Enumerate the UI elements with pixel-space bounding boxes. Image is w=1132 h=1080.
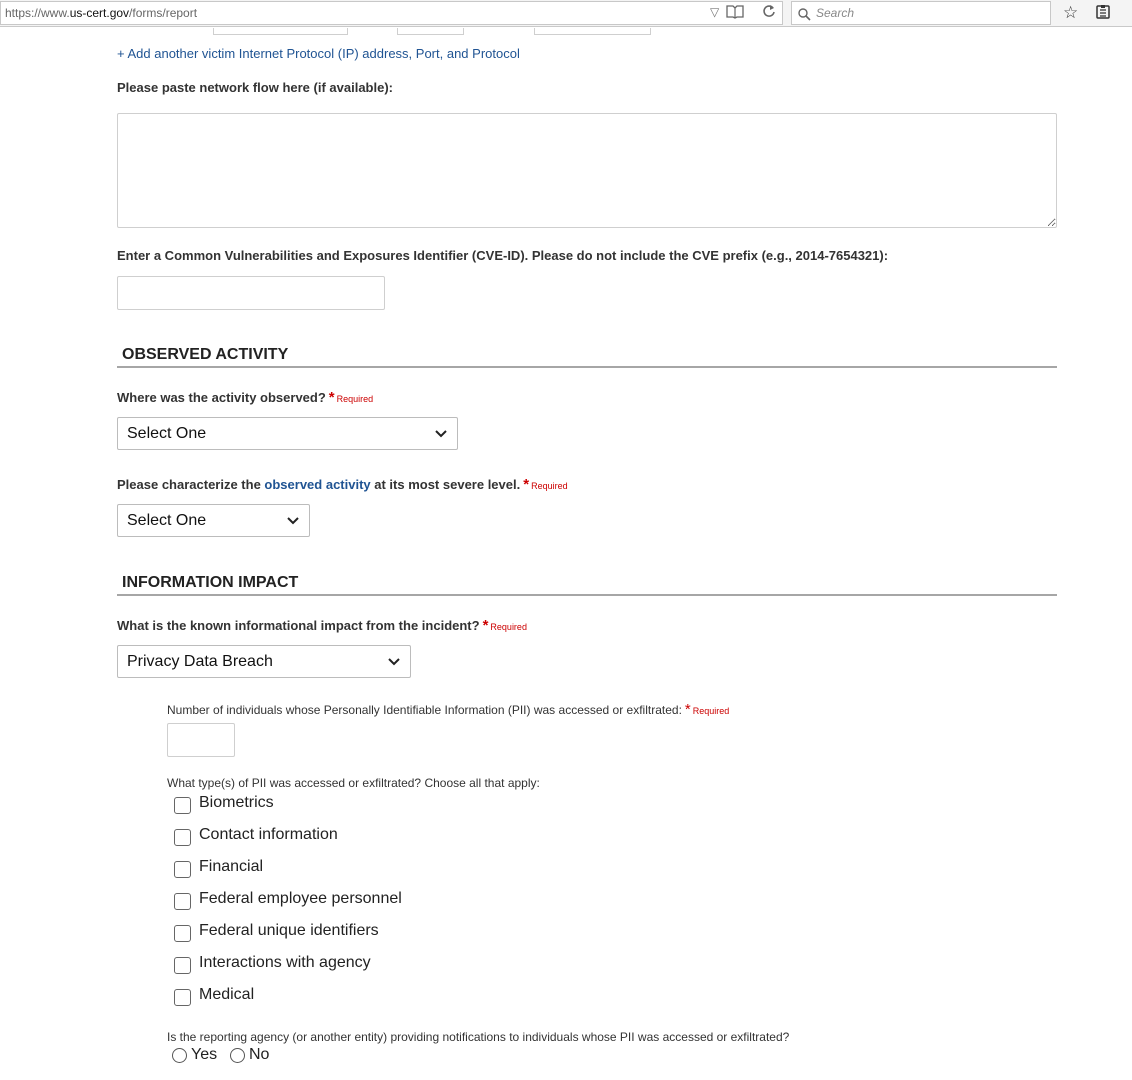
dropdown-arrow-icon[interactable]: ▽ bbox=[710, 5, 720, 19]
characterize-text-before: Please characterize the bbox=[117, 477, 265, 492]
where-observed-text: Where was the activity observed? bbox=[117, 390, 326, 405]
required-text: Required bbox=[490, 622, 527, 632]
pii-type-label: Interactions with agency bbox=[199, 954, 371, 971]
address-bar[interactable] bbox=[0, 1, 783, 25]
search-placeholder: Search bbox=[816, 6, 855, 20]
bookmark-star-icon[interactable]: ☆ bbox=[1063, 3, 1079, 22]
port-input[interactable] bbox=[397, 28, 464, 35]
network-flow-textarea[interactable] bbox=[117, 113, 1057, 228]
pii-type-label: Biometrics bbox=[199, 794, 274, 811]
required-star: * bbox=[523, 476, 530, 493]
cve-label: Enter a Common Vulnerabilities and Exposures Identifier (CVE-ID). Please do not include the CVE prefix (e.g., 2014-7654321): bbox=[117, 248, 889, 263]
observed-activity-section-header bbox=[117, 342, 1057, 368]
observed-activity-heading: OBSERVED ACTIVITY bbox=[122, 346, 289, 363]
add-ip-link[interactable]: + Add another victim Internet Protocol (IP) address, Port, and Protocol bbox=[117, 46, 520, 61]
where-observed-label bbox=[117, 389, 373, 406]
characterize-activity-select[interactable] bbox=[117, 504, 310, 537]
checkbox-box[interactable] bbox=[174, 861, 191, 878]
checkbox-box[interactable] bbox=[174, 957, 191, 974]
radio-circle[interactable] bbox=[172, 1048, 187, 1063]
protocol-select[interactable] bbox=[534, 28, 651, 35]
notify-yes-label: Yes bbox=[191, 1046, 218, 1063]
observed-activity-link[interactable]: observed activity bbox=[264, 477, 371, 492]
radio-circle[interactable] bbox=[230, 1048, 245, 1063]
known-impact-select[interactable] bbox=[117, 645, 411, 678]
characterize-activity-value: Select One bbox=[127, 512, 207, 529]
information-impact-section-header bbox=[117, 570, 1057, 596]
pii-type-label: Contact information bbox=[199, 826, 338, 843]
pii-count-label bbox=[167, 701, 729, 718]
pii-type-label: Federal unique identifiers bbox=[199, 922, 379, 939]
notify-label: Is the reporting agency (or another entity) providing notifications to individuals whose PII was accessed or exfiltrated? bbox=[167, 1030, 790, 1044]
characterize-label bbox=[117, 476, 568, 493]
url-prefix: https://www. bbox=[5, 6, 70, 20]
known-impact-label bbox=[117, 617, 527, 634]
network-flow-label: Please paste network flow here (if available): bbox=[117, 80, 393, 95]
pii-type-label: Federal employee personnel bbox=[199, 890, 402, 907]
checkbox-box[interactable] bbox=[174, 893, 191, 910]
required-text: Required bbox=[692, 706, 730, 716]
reader-view-icon[interactable] bbox=[726, 3, 744, 22]
notify-no-label: No bbox=[249, 1046, 270, 1063]
checkbox-box[interactable] bbox=[174, 989, 191, 1006]
required-text: Required bbox=[336, 394, 374, 404]
cve-id-input[interactable] bbox=[117, 276, 385, 310]
browser-toolbar bbox=[0, 0, 1132, 27]
known-impact-value: Privacy Data Breach bbox=[127, 653, 273, 670]
reload-icon[interactable] bbox=[762, 3, 776, 22]
known-impact-text: What is the known informational impact from the incident? bbox=[117, 618, 480, 633]
pii-count-input[interactable] bbox=[167, 723, 235, 757]
reading-list-icon[interactable] bbox=[1095, 4, 1111, 25]
search-icon bbox=[798, 6, 811, 28]
url-domain: us-cert.gov bbox=[69, 6, 130, 20]
required-star: * bbox=[684, 701, 691, 718]
ip-address-input[interactable] bbox=[213, 28, 348, 35]
checkbox-box[interactable] bbox=[174, 925, 191, 942]
chevron-down-icon bbox=[388, 656, 400, 668]
chevron-down-icon bbox=[435, 428, 447, 440]
pii-type-label: Financial bbox=[199, 858, 264, 875]
checkbox-box[interactable] bbox=[174, 829, 191, 846]
report-form-page bbox=[0, 28, 1132, 1080]
url-path: /forms/report bbox=[129, 6, 198, 20]
pii-types-label: What type(s) of PII was accessed or exfiltrated? Choose all that apply: bbox=[167, 776, 540, 790]
checkbox-box[interactable] bbox=[174, 797, 191, 814]
required-star: * bbox=[328, 389, 335, 406]
information-impact-heading: INFORMATION IMPACT bbox=[122, 574, 299, 591]
search-box[interactable] bbox=[791, 1, 1051, 25]
required-text: Required bbox=[531, 481, 568, 491]
required-star: * bbox=[482, 617, 489, 634]
chevron-down-icon bbox=[287, 515, 299, 527]
pii-type-label: Medical bbox=[199, 986, 255, 1003]
characterize-text-after: at its most severe level. bbox=[370, 477, 521, 492]
pii-count-text: Number of individuals whose Personally Identifiable Information (PII) was accessed or exfiltrated: bbox=[167, 703, 682, 717]
where-observed-select[interactable] bbox=[117, 417, 458, 450]
where-observed-value: Select One bbox=[127, 425, 207, 442]
